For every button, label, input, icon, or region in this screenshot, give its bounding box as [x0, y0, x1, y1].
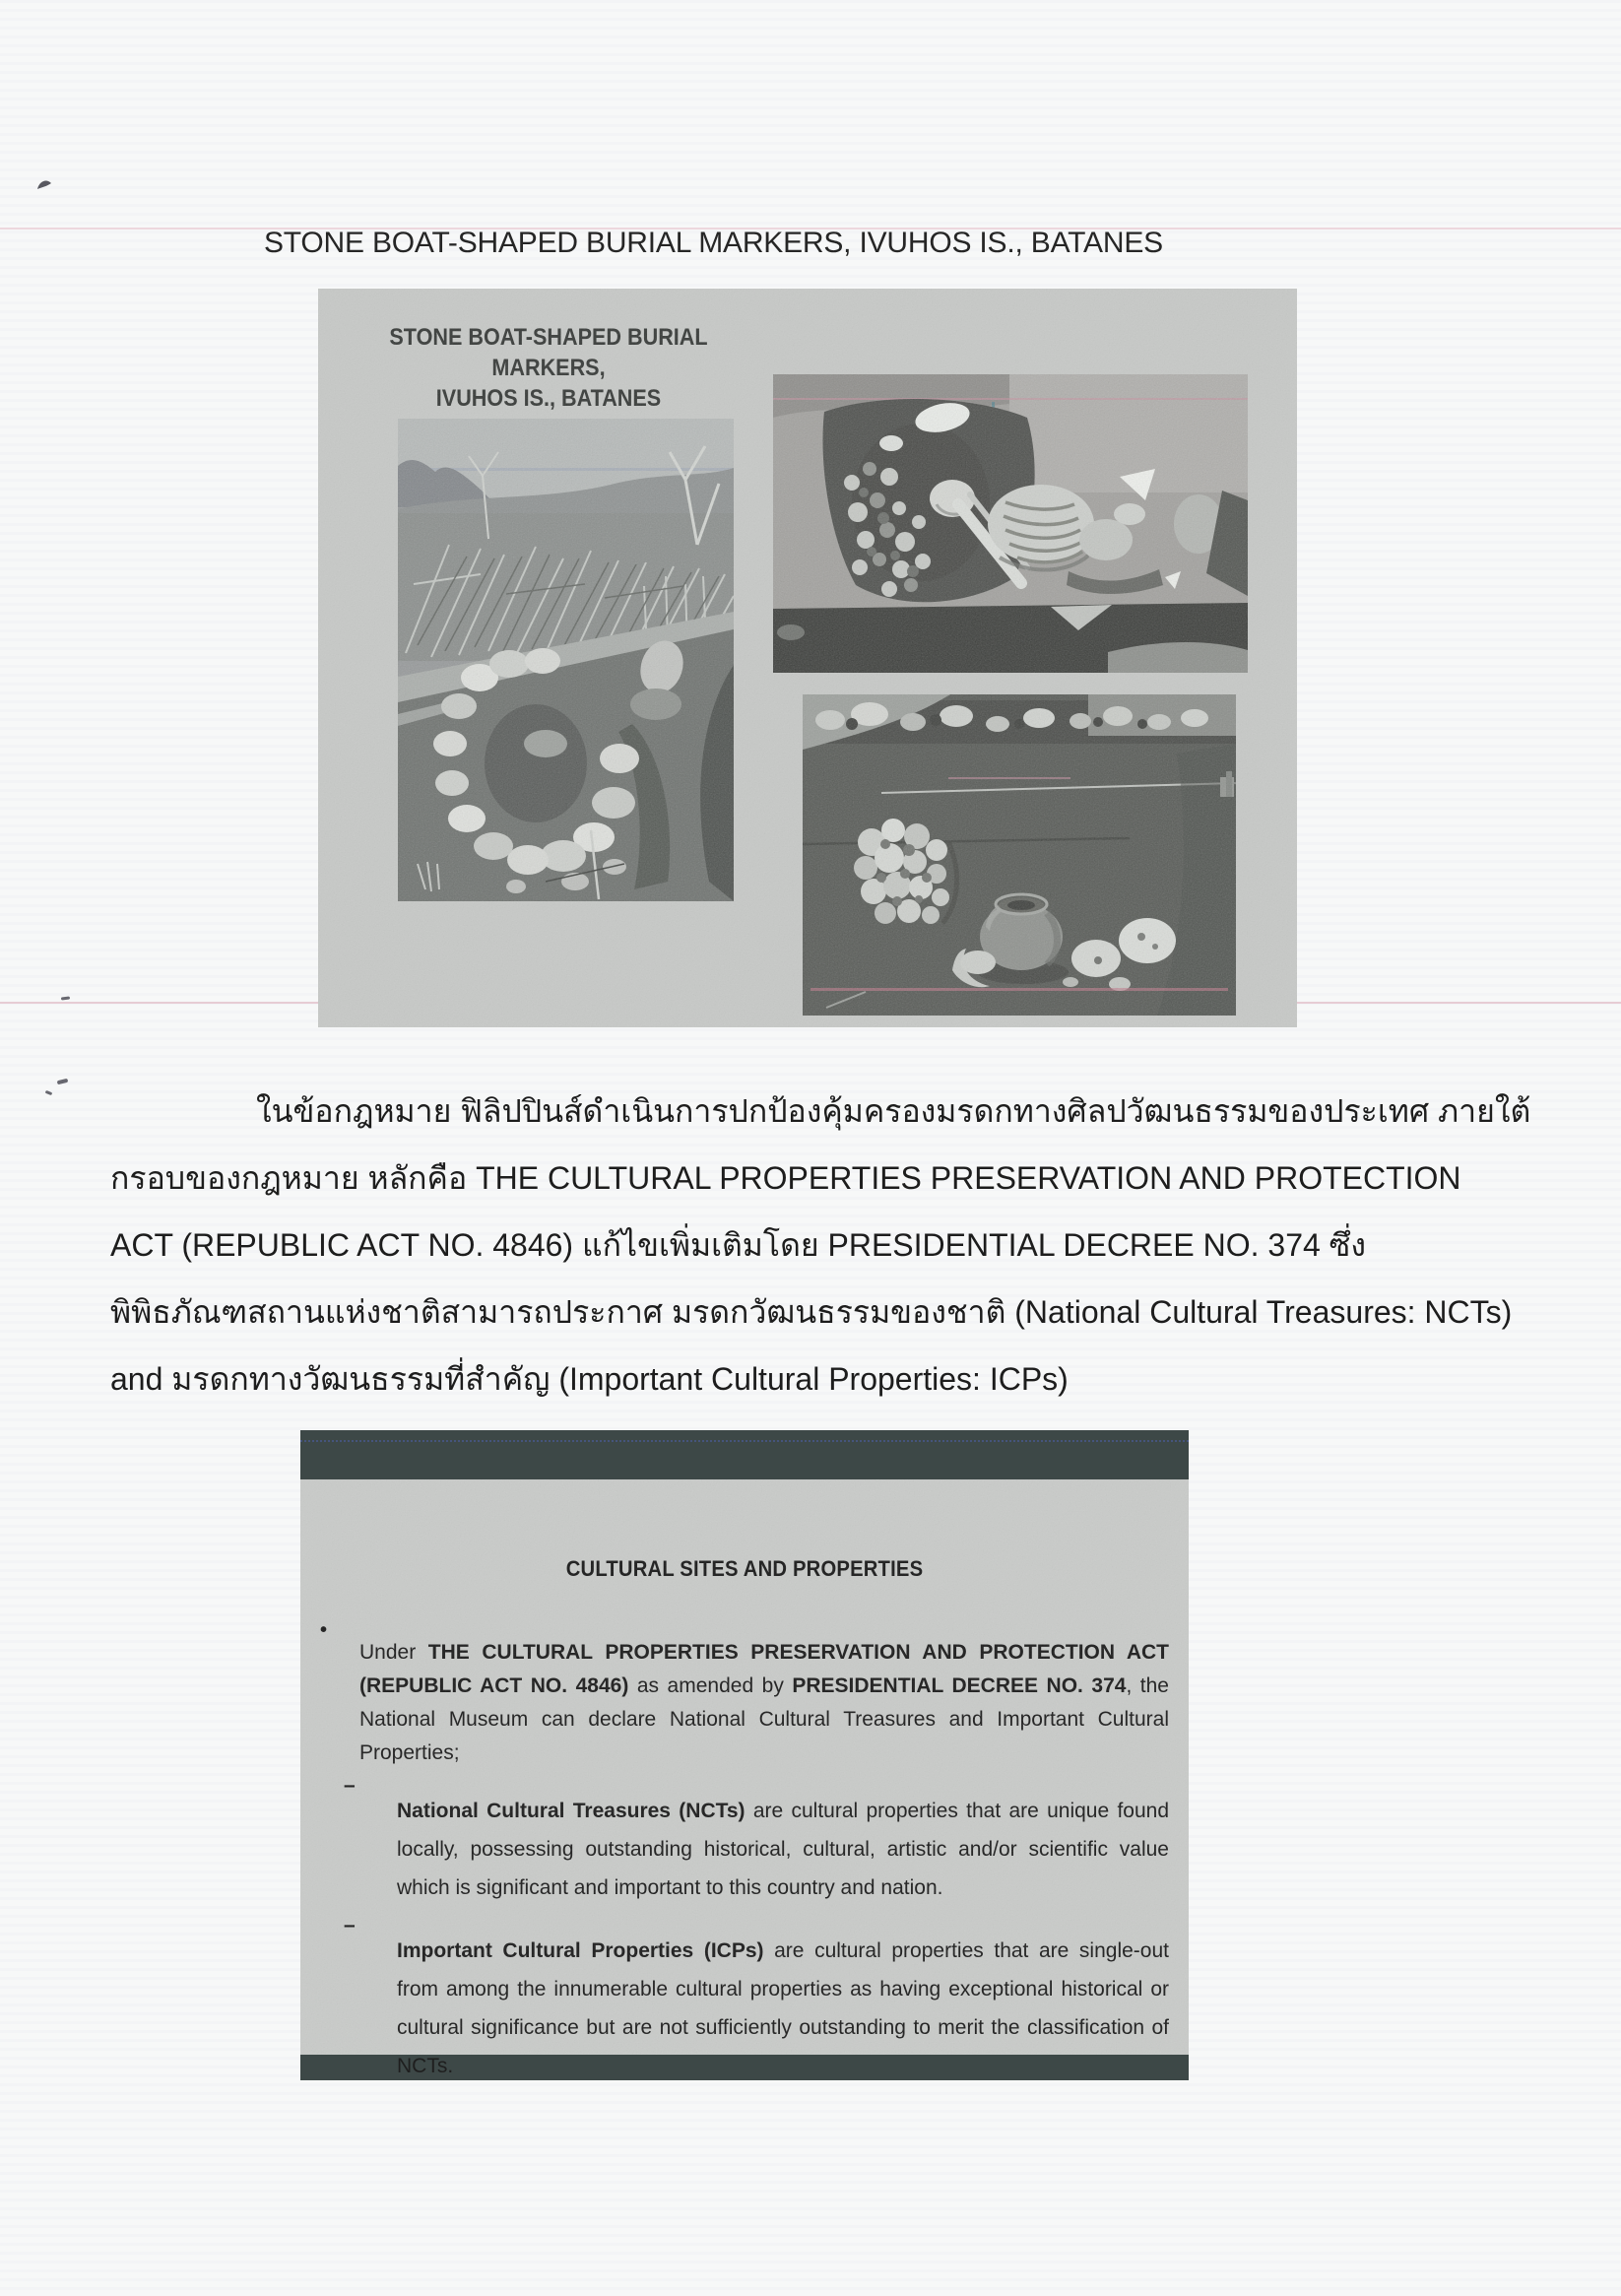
slide2-body: [300, 1479, 1189, 2077]
bullet-marker: •: [320, 1619, 328, 1641]
slide2-title: CULTURAL SITES AND PROPERTIES: [565, 1556, 924, 1581]
body-paragraph: [110, 1078, 1530, 1412]
slide1-title-line1: STONE BOAT-SHAPED BURIAL MARKERS,: [389, 324, 708, 381]
dash-marker: –: [344, 1914, 356, 1936]
scan-artifact-fleck: [61, 996, 70, 1000]
sub-bullet-text: National Cultural Treasures (NCTs) are cultural properties that are unique found locally, possessing outstanding historical, cultural, artistic and/or scientific value which is significant and important to this country and nation.: [397, 1800, 1169, 1899]
paragraph-line: ACT (REPUBLIC ACT NO. 4846) แก้ไขเพิ่มเติมโดย PRESIDENTIAL DECREE NO. 374 ซึ่ง: [110, 1227, 1367, 1263]
slide1-title: [349, 322, 749, 414]
dash-marker: –: [344, 1774, 356, 1797]
scan-artifact-fleck: [57, 1079, 69, 1085]
page-title: STONE BOAT-SHAPED BURIAL MARKERS, IVUHOS IS., BATANES: [264, 227, 1163, 259]
skeleton-burial-photo: [773, 374, 1248, 673]
bullet-text: Under THE CULTURAL PROPERTIES PRESERVATION AND PROTECTION ACT (REPUBLIC ACT NO. 4846) as amended by PRESIDENTIAL DECREE NO. 374, the National Museum can declare National Cultural Treasures and Important Cultural Properties;: [359, 1641, 1170, 1764]
paragraph-line: and มรดกทางวัฒนธรรมที่สำคัญ (Important Cultural Properties: ICPs): [110, 1361, 1069, 1397]
sub-bullet-text: Important Cultural Properties (ICPs) are cultural properties that are single-out from among the innumerable cultural properties as having exceptional historical or cultural significance but are not sufficiently outstanding to merit the classification of NCTs.: [397, 1939, 1169, 2077]
slide-cultural-sites-and-properties: [300, 1430, 1189, 2080]
slide1-title-line2: IVUHOS IS., BATANES: [435, 385, 662, 412]
slide2-top-bar: [300, 1430, 1189, 1479]
paragraph-line: พิพิธภัณฑสถานแห่งชาติสามารถประกาศ มรดกวัฒนธรรมของชาติ (National Cultural Treasures: NCTs): [110, 1294, 1513, 1330]
scan-artifact-curl: [35, 177, 53, 196]
scan-artifact-fleck: [45, 1090, 53, 1095]
excavated-grave-photo: [803, 694, 1236, 1016]
burial-site-landscape-photo: [398, 419, 734, 901]
slide-burial-markers: [318, 289, 1297, 1027]
paragraph-line: กรอบของกฎหมาย หลักคือ THE CULTURAL PROPERTIES PRESERVATION AND PROTECTION: [110, 1160, 1461, 1196]
paragraph-line: ในข้อกฎหมาย ฟิลิปปินส์ดำเนินการปกป้องคุ้มครองมรดกทางศิลปวัฒนธรรมของประเทศ ภายใต้: [256, 1093, 1531, 1129]
